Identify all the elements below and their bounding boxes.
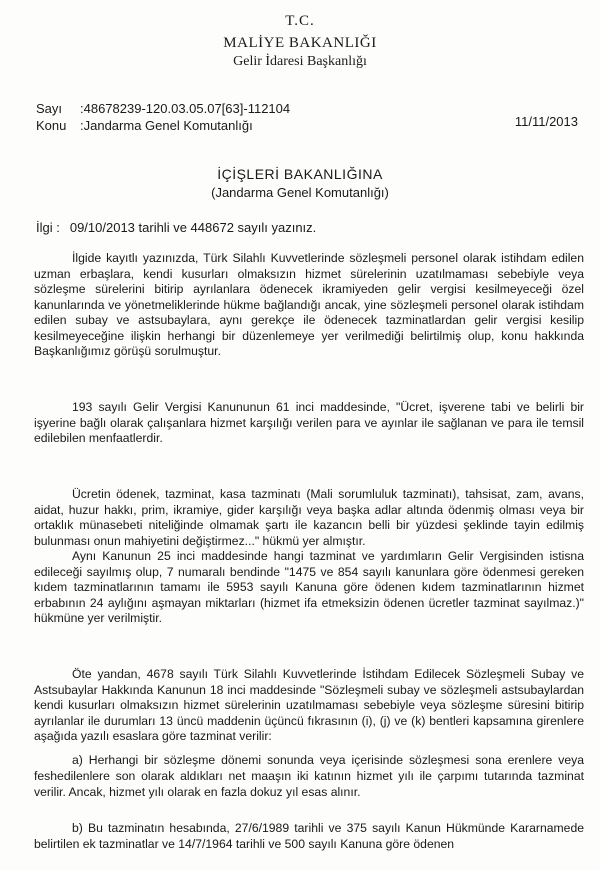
document-date: 11/11/2013 <box>514 114 578 129</box>
subject-value: :Jandarma Genel Komutanlığı <box>80 118 253 133</box>
ministry-heading: MALİYE BAKANLIĞI <box>223 35 377 51</box>
reference-number-value: :48678239-120.03.05.07[63]-112104 <box>80 101 291 116</box>
reference-line <box>36 220 316 235</box>
body-paragraph: 193 sayılı Gelir Vergisi Kanununun 61 inci maddesinde, "Ücret, işverene tabi ve belirli bir işyerine bağlı olarak çalışanlara hizmet karşılığı verilen para ve ayınlar ile sağlanan ve para ile temsil edilebilen menfaatlerdir. <box>34 400 584 445</box>
body-paragraph: a) Herhangi bir sözleşme dönemi sonunda veya içerisinde sözleşmesi sona erenlere veya feshedilenlere son olarak aldıkları net maaşın iki katının hizmet yılı ile çarpımı tutarında tazminat verilir. Ancak, hizmet yılı olarak en fazla dokuz yıl esas alınır. <box>34 753 584 799</box>
country-heading: T.C. <box>285 13 315 29</box>
reference-text: 09/10/2013 tarihli ve 448672 sayılı yazınız. <box>69 220 317 235</box>
department-heading: Gelir İdaresi Başkanlığı <box>233 54 367 69</box>
body-paragraph: İlgide kayıtlı yazınızda, Türk Silahlı Kuvvetlerinde sözleşmeli personel olarak istihdam edilen uzman erbaşlara, kendi kusurları olmaksızın hizmet sürelerinin uzatılmaması sebebiyle veya sözleşme sürelerini bitirip ayrılanlara ödenecek ikramiyeden gelir vergisi kesilmeyeceği özel kanunlarında ve yönetmeliklerinde hükme bağlandığı ancak, yine sözleşmeli personel olarak istihdam edilen subay ve astsubaylara, aynı gerekçe ile ödenecek tazminatlardan gelir vergisi kesilip kesilmeyeceğine ilişkin herhangi bir düzenlemeye yer verilmediği belirtilmiş olup, konu hakkında Başkanlığımız görüşü sorulmuştur. <box>34 251 584 358</box>
body-paragraph: b) Bu tazminatın hesabında, 27/6/1989 tarihli ve 375 sayılı Kanun Hükmünde Kararnamede belirtilen ek tazminatlar ve 14/7/1964 tarihli ve 500 sayılı Kanuna göre ödenen <box>34 821 584 851</box>
body-paragraph: Ücretin ödenek, tazminat, kasa tazminatı (Mali sorumluluk tazminatı), tahsisat, zam, avans, aidat, huzur hakkı, prim, ikramiye, gider karşılığı veya başka adlar altında ödenmiş olması veya bir ortaklık münasebeti niteliğinde olmamak şartı ile kazancın belli bir yüzdesi şeklinde tayin edilmiş bulunması onun mahiyetini değiştirmez..." hükmü yer almıştır. <box>34 487 584 548</box>
body-paragraph: Öte yandan, 4678 sayılı Türk Silahlı Kuvvetlerinde İstihdam Edilecek Sözleşmeli Subay ve Astsubaylar Hakkında Kanunun 18 inci maddesinde "Sözleşmeli subay ve sözleşmeli astsubaylardan kendi kusurları olmaksızın hizmet sürelerinin uzatılmaması sebebiyle veya sözleşme süresini bitirip ayrılanlar ile durumları 13 üncü maddenin üçüncü fıkrasının (i), (j) ve (k) bentleri kapsamına girenlere aşağıda yazılı esaslara göre tazminat verilir: <box>34 667 584 743</box>
addressee-title: İÇİŞLERİ BAKANLIĞINA <box>217 166 383 182</box>
subject-label: Konu <box>36 118 67 133</box>
subject-line <box>36 118 253 133</box>
addressee-subtitle: (Jandarma Genel Komutanlığı) <box>211 185 389 200</box>
reference-number-line <box>36 101 290 116</box>
reference-number-label: Sayı <box>36 101 63 116</box>
reference-label: İlgi : <box>36 220 60 235</box>
body-paragraph: Aynı Kanunun 25 inci maddesinde hangi tazminat ve yardımların Gelir Vergisinden istisna edileceği sayılmış olup, 7 numaralı bendinde "1475 ve 854 sayılı kanunlara göre ödenmesi gereken kıdem tazminatlarının tamamı ile 5953 sayılı Kanuna göre ödenen kıdem tazminatlarının hizmet erbabının 24 aylığını aşmayan miktarları (hizmet ifa etmeksizin ödenen ücretler tazminat sayılmaz.)" hükmüne yer verilmiştir. <box>34 549 584 625</box>
